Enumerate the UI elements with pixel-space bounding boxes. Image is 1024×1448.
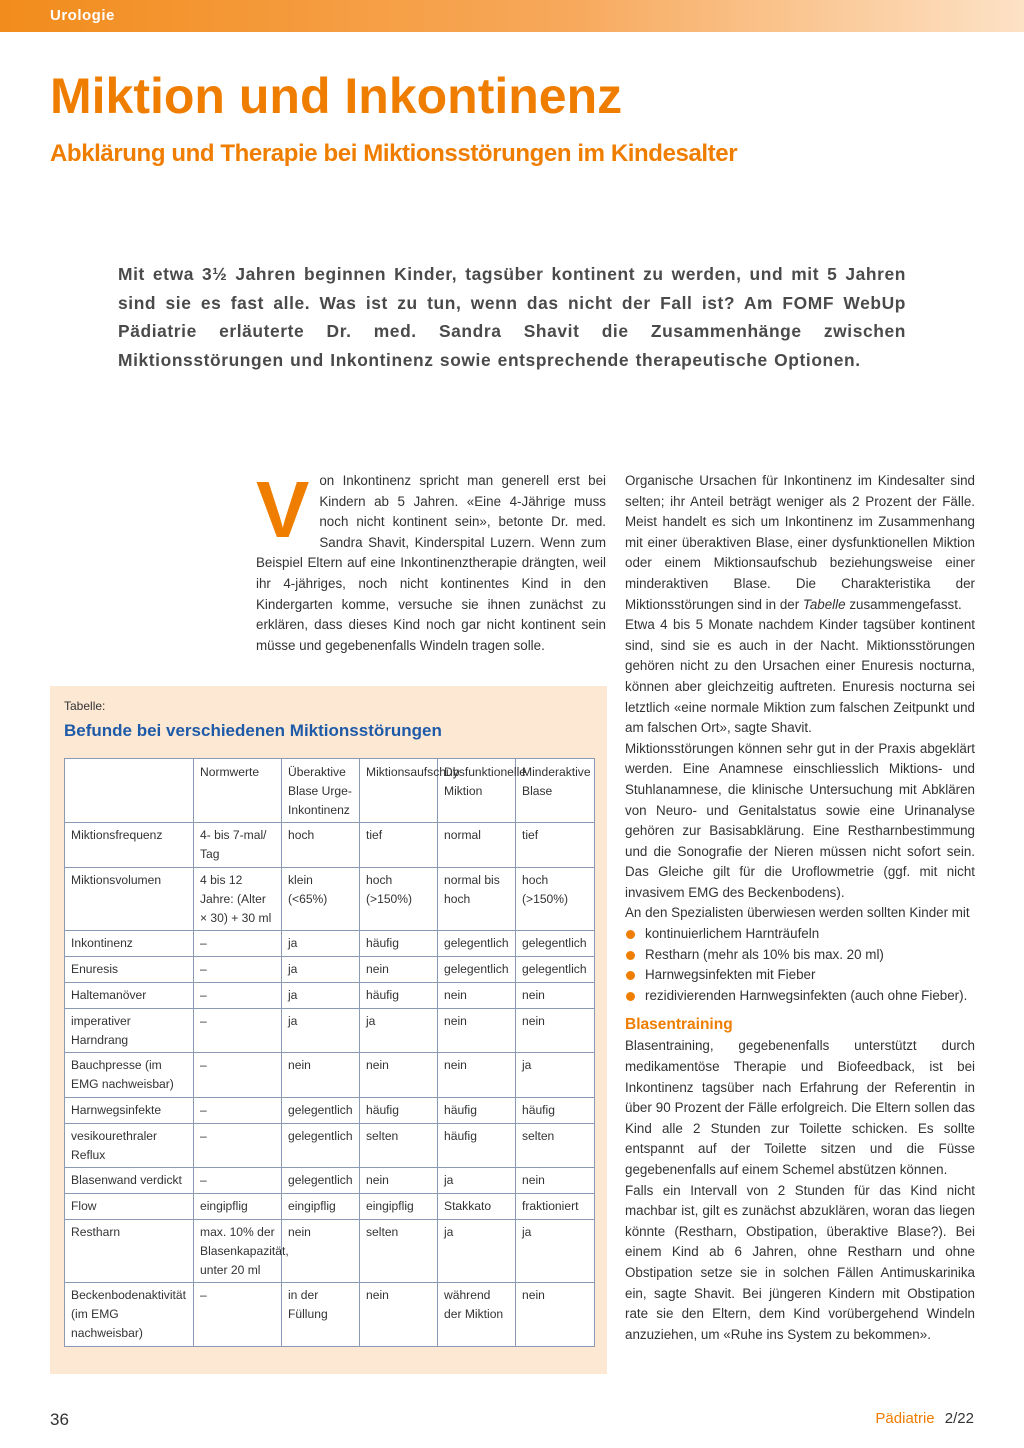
table-cell: ja bbox=[516, 1219, 595, 1282]
table-cell: selten bbox=[516, 1123, 595, 1168]
table-cell: selten bbox=[360, 1123, 438, 1168]
table-cell: nein bbox=[282, 1053, 360, 1098]
table-cell: häufig bbox=[438, 1097, 516, 1123]
table-cell: nein bbox=[360, 957, 438, 983]
column-header: Normwerte bbox=[194, 759, 282, 823]
findings-table bbox=[64, 758, 595, 1347]
referral-list bbox=[625, 924, 975, 1006]
table-cell: ja bbox=[438, 1219, 516, 1282]
table-body bbox=[65, 823, 595, 1346]
table-cell: häufig bbox=[360, 982, 438, 1008]
table-cell: gelegentlich bbox=[282, 1097, 360, 1123]
list-item: kontinuierlichem Harnträufeln bbox=[625, 924, 975, 945]
article-title: Miktion und Inkontinenz bbox=[50, 68, 623, 124]
table-cell: nein bbox=[438, 1053, 516, 1098]
table-header-row bbox=[65, 759, 595, 823]
table-cell: nein bbox=[438, 1008, 516, 1053]
table-box bbox=[50, 686, 607, 1374]
table-row bbox=[65, 931, 595, 957]
table-row bbox=[65, 823, 595, 868]
list-item: rezidivierenden Harnwegsinfekten (auch ohne Fieber). bbox=[625, 986, 975, 1007]
table-cell: Stakkato bbox=[438, 1194, 516, 1220]
table-cell: – bbox=[194, 1283, 282, 1346]
table-row bbox=[65, 957, 595, 983]
row-label-cell: Haltemanöver bbox=[65, 982, 194, 1008]
table-cell: ja bbox=[282, 931, 360, 957]
table-cell: nein bbox=[282, 1219, 360, 1282]
section-label: Urologie bbox=[50, 7, 115, 24]
row-label-cell: Blasenwand verdickt bbox=[65, 1168, 194, 1194]
table-cell: häufig bbox=[360, 1097, 438, 1123]
table-cell: gelegentlich bbox=[282, 1168, 360, 1194]
table-cell: häufig bbox=[438, 1123, 516, 1168]
table-cell: – bbox=[194, 1008, 282, 1053]
paragraph: Blasentraining, gegebenenfalls unterstützt durch medikamentöse Therapie und Biofeedback, ist bei Inkontinenz tagsüber nach Erfahrung der Referentin in über 90 Prozent der Fälle erfolgreich. Die Eltern sollen das Kind alle 2 Stunden zur Toilette schicken. Es sollte entspannt auf der Toilette sitzen und die Füsse gegebenenfalls auf einem Schemel abstützen können. bbox=[625, 1038, 975, 1177]
table-cell: tief bbox=[360, 823, 438, 868]
column-header bbox=[65, 759, 194, 823]
table-cell: ja bbox=[438, 1168, 516, 1194]
table-row bbox=[65, 1283, 595, 1346]
table-cell: selten bbox=[360, 1219, 438, 1282]
table-cell: häufig bbox=[360, 931, 438, 957]
table-cell: 4- bis 7-mal/ Tag bbox=[194, 823, 282, 868]
paragraph-text: Organische Ursachen für Inkontinenz im Kindesalter sind selten; ihr Anteil beträgt weniger als 2 Prozent der Fälle. Meist handelt es sich um Inkontinenz im Zusammenhang mit einer überaktiven Blase, einer dysfunktionellen Miktion oder einem Miktionsaufschub beziehungsweise einer minderaktiven Blase. Die Charakteristika der Miktionsstörungen sind in der bbox=[625, 473, 975, 612]
table-cell: nein bbox=[360, 1053, 438, 1098]
journal-issue: 2/22 bbox=[944, 1410, 974, 1427]
article-subtitle: Abklärung und Therapie bei Miktionsstörungen im Kindesalter bbox=[50, 140, 738, 167]
column-header: Überaktive Blase Urge-Inkontinenz bbox=[282, 759, 360, 823]
table-row bbox=[65, 867, 595, 930]
row-label-cell: vesikourethraler Reflux bbox=[65, 1123, 194, 1168]
table-cell: hoch (>150%) bbox=[360, 867, 438, 930]
table-cell: – bbox=[194, 1168, 282, 1194]
table-cell: nein bbox=[516, 1283, 595, 1346]
table-cell: – bbox=[194, 1097, 282, 1123]
page-number: 36 bbox=[50, 1410, 69, 1429]
row-label-cell: Beckenbodenaktivität (im EMG nachweisbar) bbox=[65, 1283, 194, 1346]
table-cell: hoch (>150%) bbox=[516, 867, 595, 930]
table-cell: fraktioniert bbox=[516, 1194, 595, 1220]
table-cell: nein bbox=[516, 1008, 595, 1053]
table-cell: nein bbox=[360, 1168, 438, 1194]
list-item: Restharn (mehr als 10% bis max. 20 ml) bbox=[625, 945, 975, 966]
table-cell: klein (<65%) bbox=[282, 867, 360, 930]
paragraph: An den Spezialisten überwiesen werden sollten Kinder mit bbox=[625, 905, 970, 921]
section-header-bar bbox=[0, 0, 1024, 32]
table-label: Tabelle: bbox=[64, 699, 106, 713]
table-cell: eingipflig bbox=[282, 1194, 360, 1220]
paragraph-text: zusammengefasst. bbox=[845, 596, 962, 612]
column-middle bbox=[256, 465, 606, 656]
table-cell: ja bbox=[282, 957, 360, 983]
row-label-cell: imperativer Harndrang bbox=[65, 1008, 194, 1053]
table-cell: gelegentlich bbox=[516, 957, 595, 983]
table-row bbox=[65, 1194, 595, 1220]
table-cell: nein bbox=[516, 982, 595, 1008]
table-row bbox=[65, 1008, 595, 1053]
paragraph bbox=[625, 471, 975, 615]
table-cell: – bbox=[194, 1123, 282, 1168]
journal-name: Pädiatrie bbox=[875, 1410, 935, 1427]
table-cell: ja bbox=[282, 982, 360, 1008]
table-cell: – bbox=[194, 1053, 282, 1098]
journal-footer bbox=[875, 1410, 974, 1427]
list-item: Harnwegsinfekten mit Fieber bbox=[625, 965, 975, 986]
table-cell: max. 10% der Blasenkapazität, unter 20 ml bbox=[194, 1219, 282, 1282]
section-heading: Blasentraining bbox=[625, 1016, 733, 1034]
row-label-cell: Miktionsfrequenz bbox=[65, 823, 194, 868]
table-cell: ja bbox=[516, 1053, 595, 1098]
table-cell: nein bbox=[438, 982, 516, 1008]
row-label-cell: Inkontinenz bbox=[65, 931, 194, 957]
table-row bbox=[65, 1219, 595, 1282]
paragraph: on Inkontinenz spricht man generell erst bei Kindern ab 5 Jahren. «Eine 4-Jährige muss noch nicht kontinent sein», betonte Dr. med. Sandra Shavit, Kinderspital Luzern. Wenn zum Beispiel Eltern auf eine Inkontinenztherapie drängten, weil ihr 4-jähriges, noch nicht kontinentes Kind in den Kindergarten komme, versuche sie ihnen zunächst zu erklären, dass dieses Kind noch gar nicht kontinent sein müsse und gegebenenfalls Windeln tragen solle. bbox=[256, 473, 606, 653]
table-row bbox=[65, 1097, 595, 1123]
table-cell: normal bbox=[438, 823, 516, 868]
table-cell: gelegentlich bbox=[438, 931, 516, 957]
row-label-cell: Bauchpresse (im EMG nachweisbar) bbox=[65, 1053, 194, 1098]
table-cell: gelegentlich bbox=[282, 1123, 360, 1168]
table-cell: tief bbox=[516, 823, 595, 868]
table-cell: 4 bis 12 Jahre: (Alter × 30) + 30 ml bbox=[194, 867, 282, 930]
row-label-cell: Miktionsvolumen bbox=[65, 867, 194, 930]
table-cell: während der Miktion bbox=[438, 1283, 516, 1346]
column-right bbox=[625, 471, 975, 1345]
column-header: Minderaktive Blase bbox=[516, 759, 595, 823]
table-cell: eingipflig bbox=[194, 1194, 282, 1220]
row-label-cell: Flow bbox=[65, 1194, 194, 1220]
table-reference: Tabelle bbox=[802, 596, 846, 612]
paragraph: Falls ein Intervall von 2 Stunden für das Kind nicht machbar ist, gilt es zunächst abzuklären, woran das liegen könnte (Restharn, Obstipation, überaktive Blase?). Bei einem Kind ab 6 Jahren, ohne Restharn und ohne Obstipation setze sie in solchen Fällen Antimuskarinika ein, sagte Shavit. Bei jüngeren Kindern mit Obstipation rate sie den Eltern, dem Kind vorübergehend Windeln anzuziehen, um «Ruhe ins System zu bekommen». bbox=[625, 1182, 975, 1342]
row-label-cell: Enuresis bbox=[65, 957, 194, 983]
paragraph: Miktionsstörungen können sehr gut in der Praxis abgeklärt werden. Eine Anamnese einschliesslich Miktions- und Stuhlanamnese, die klinische Untersuchung mit Abklären von Neuro- und Genitalstatus sowie eine Urinanalyse gehören zur Basisabklärung. Eine Restharnbestimmung und die Sonografie der Nieren müssen nicht sofort sein. Das Gleiche gilt für die Uroflowmetrie (ggf. mit nicht invasivem EMG des Beckenbodens). bbox=[625, 740, 975, 900]
table-title: Befunde bei verschiedenen Miktionsstörungen bbox=[64, 721, 442, 740]
article-lead: Mit etwa 3½ Jahren beginnen Kinder, tagsüber kontinent zu werden, und mit 5 Jahren sind sie es fast alle. Was ist zu tun, wenn das nicht der Fall ist? Am FOMF WebUp Pädiatrie erläuterte Dr. med. Sandra Shavit die Zusammenhänge zwischen Miktionsstörungen und Inkontinenz sowie entsprechende therapeutische Optionen. bbox=[118, 264, 906, 370]
table-cell: ja bbox=[360, 1008, 438, 1053]
column-header: Dysfunktionelle Miktion bbox=[438, 759, 516, 823]
row-label-cell: Restharn bbox=[65, 1219, 194, 1282]
table-cell: – bbox=[194, 931, 282, 957]
column-header: Miktionsaufschub bbox=[360, 759, 438, 823]
paragraph: Etwa 4 bis 5 Monate nachdem Kinder tagsüber kontinent sind, sind sie es auch in der Nacht. Miktionsstörungen gehören nicht zu den Ursachen einer Enuresis nocturna, können aber gleichzeitig auftreten. Enuresis nocturna sei letztlich «eine normale Miktion zum falschen Zeitpunkt und am falschen Ort», sagte Shavit. bbox=[625, 617, 975, 736]
table-cell: eingipflig bbox=[360, 1194, 438, 1220]
table-cell: hoch bbox=[282, 823, 360, 868]
drop-cap: V bbox=[256, 465, 310, 554]
table-cell: häufig bbox=[516, 1097, 595, 1123]
table-cell: – bbox=[194, 982, 282, 1008]
table-cell: nein bbox=[516, 1168, 595, 1194]
row-label-cell: Harnwegsinfekte bbox=[65, 1097, 194, 1123]
table-row bbox=[65, 1123, 595, 1168]
table-cell: normal bis hoch bbox=[438, 867, 516, 930]
table-row bbox=[65, 1168, 595, 1194]
table-cell: – bbox=[194, 957, 282, 983]
table-cell: gelegentlich bbox=[438, 957, 516, 983]
table-cell: gelegentlich bbox=[516, 931, 595, 957]
table-row bbox=[65, 1053, 595, 1098]
table-cell: in der Füllung bbox=[282, 1283, 360, 1346]
table-cell: ja bbox=[282, 1008, 360, 1053]
table-row bbox=[65, 982, 595, 1008]
table-cell: nein bbox=[360, 1283, 438, 1346]
